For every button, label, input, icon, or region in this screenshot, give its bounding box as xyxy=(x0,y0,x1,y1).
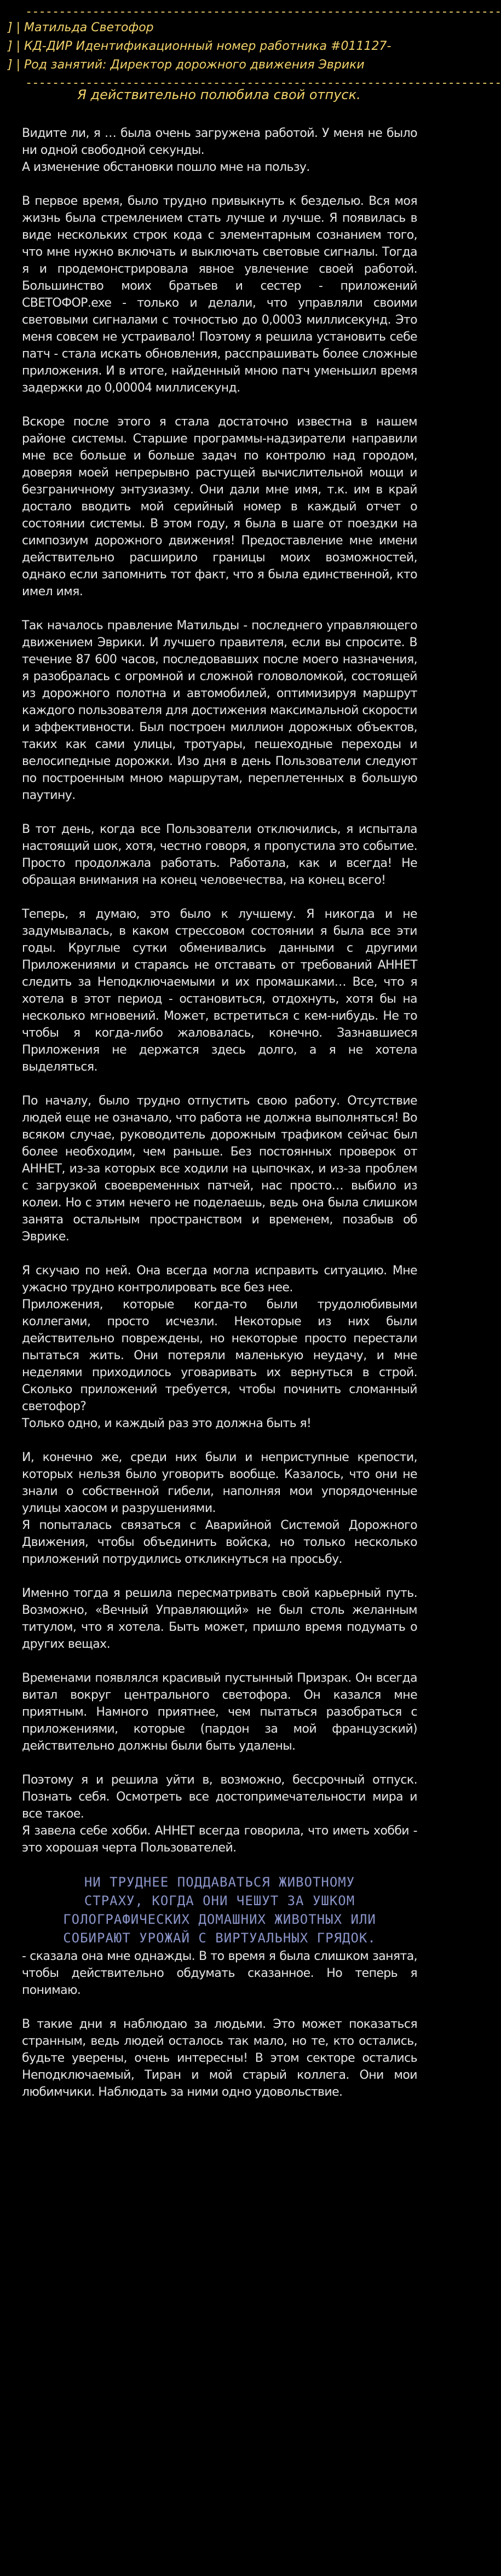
paragraph-4: Так началось правление Матильды - последнего управляющего движением Эврики. И лучшего правителя, если вы спросите. В течение 87 600 часов, последовавших после моего назначения, я разобралась с огромной и сложной головоломкой, состоящей из дорожного полотна и автомобилей, оптимизируя маршрут каждого пользователя для достижения максимальной скорости и эффективности. Был построен миллион дорожных объектов, таких как сами улицы, тротуары, пешеходные переходы и велосипедные дорожки. Изо дня в день Пользователи следуют по построенным мною маршрутам, переплетенных в большую паутину. xyxy=(22,619,417,802)
paragraph-5: В тот день, когда все Пользователи отключились, я испытала настоящий шок, хотя, честно говоря, я пропустила это событие. Просто продолжала работать. Работала, как и всегда! Не обращая внимания на конец человечества, на конец всего! xyxy=(22,823,417,887)
quote-line-4: СОБИРАЮТ УРОЖАЙ С ВИРТУАЛЬНЫХ ГРЯДОК. xyxy=(63,1930,376,1946)
paragraph-2: В первое время, было трудно привыкнуть к безделью. Вся моя жизнь была стремлением стать лучше и лучше. Я появилась в виде нескольких строк кода с элементарным сознанием того, что мне нужно включать и выключать световые сигналы. Тогда я и продемонстрировала явное увлечение своей работой. Большинство моих братьев и сестер - приложений СВЕТОФОР.exe - только и делали, что управляли своими световыми сигналами с точностью до 0,0003 миллисекунд. Это меня совсем не устраивало! Поэтому я решила установить себе патч - стала искать обновления, расспрашивать более сложные приложения. И в итоге, найденный мною патч уменьшил время задержки до 0,00004 миллисекунд. xyxy=(22,194,417,395)
header-bottom-divider: ----------------------------------------------------------------------- xyxy=(25,76,501,90)
header-name-line: ] | Матильда Светофор xyxy=(8,21,154,34)
quote-line-2: СТРАХУ, КОГДА ОНИ ЧЕШУТ ЗА УШКОМ xyxy=(84,1893,355,1908)
header-occupation-line: ] | Род занятий: Директор дорожного движения Эврики xyxy=(8,58,365,72)
paragraph-11: Временами появлялся красивый пустынный Призрак. Он всегда витал вокруг центрального светофора. Он казался мне приятным. Намного приятнее, чем пытаться разобраться с приложениями, которые (пардон за мой французский) действительно должны были быть удалены. xyxy=(22,1671,417,1753)
story-content xyxy=(22,125,417,2118)
character-header xyxy=(8,5,501,90)
paragraph-8: Я скучаю по ней. Она всегда могла исправить ситуацию. Мне ужасно трудно контролировать все без нее. Приложения, которые когда-то были трудолюбивыми коллегами, просто исчезли. Некоторые из них были действительно повреждены, но некоторые просто перестали пытаться жить. Они потеряли маленькую неудачу, и мне неделями приходилось уговаривать их вернуться в строй. Сколько приложений требуется, чтобы починить сломанный светофор? Только одно, и каждый раз это должна быть я! xyxy=(22,1264,417,1430)
paragraph-12: Поэтому я и решила уйти в, возможно, бессрочный отпуск. Познать себя. Осмотреть все достопримечательности мира и все такое. Я завела себе хобби. АННЕТ всегда говорила, что иметь хобби - это хорошая черта Пользователей. xyxy=(22,1773,417,1855)
header-top-divider: ----------------------------------------------------------------------- xyxy=(25,5,501,19)
paragraph-after-quote: - сказала она мне однажды. В то время я была слишком занята, чтобы действительно обдумать сказанное. Но теперь я понимаю. xyxy=(22,1950,417,1997)
quote-line-3: ГОЛОГРАФИЧЕСКИХ ДОМАШНИХ ЖИВОТНЫХ ИЛИ xyxy=(63,1912,376,1927)
paragraph-7: По началу, было трудно отпустить свою работу. Отсутствие людей еще не означало, что работа не должна выполняться! Во всяком случае, руководитель дорожным трафиком сейчас был более необходим, чем раньше. Без постоянных проверок от АННЕТ, из-за которых все ходили на цыпочках, и из-за проблем с загрузкой своевременных патчей, нас просто… выбило из колеи. Но с этим нечего не поделаешь, ведь она была слишком занята остальным пространством и временем, позабыв об Эврике. xyxy=(22,1094,417,1244)
annet-quote xyxy=(22,1873,417,1947)
header-id-line: ] | КД-ДИР Идентификационный номер работника #011127- xyxy=(8,39,391,53)
quote-line-1: НИ ТРУДНЕЕ ПОДДАВАТЬСЯ ЖИВОТНОМУ xyxy=(84,1875,355,1890)
page-title: Я действительно полюбила свой отпуск. xyxy=(77,87,361,102)
paragraph-6: Теперь, я думаю, это было к лучшему. Я никогда и не задумывалась, в каком стрессовом состоянии я была все эти годы. Круглые сутки обменивались данными с другими Приложениями и стараясь не отставать от требований АННЕТ следить за Неподключаемыми и их промашками… Все, что я хотела в этот период - остановиться, отдохнуть, хотя бы на несколько мгновений. Может, встретиться с кем-нибудь. Не то чтобы я когда-либо жаловалась, конечно. Зазнавшиеся Приложения не держатся здесь долго, а я не хотела выделяться. xyxy=(22,907,417,1074)
paragraph-1: Видите ли, я … была очень загружена работой. У меня не было ни одной свободной секунды. А изменение обстановки пошло мне на пользу. xyxy=(22,127,417,174)
paragraph-3: Вскоре после этого я стала достаточно известна в нашем районе системы. Старшие программы-надзиратели направили мне все больше и больше задач по контролю над городом, доверяя моей непрерывно растущей вычислительной мощи и безграничному энтузиазму. Они дали мне имя, т.к. им в край достало вводить мой серийный номер в каждый отчет о состоянии системы. В этом году, я была в шаге от поездки на симпозиум дорожного движения! Предоставление мне имени действительно расширило границы моих возможностей, однако если запомнить тот факт, что я была единственной, кто имел имя. xyxy=(22,415,417,599)
paragraph-final: В такие дни я наблюдаю за людьми. Это может показаться странным, ведь людей осталось так мало, но те, кто остались, будьте уверены, очень интересны! В этом секторе остались Неподключаемый, Тиран и мой старый коллега. Они мои любимчики. Наблюдать за ними одно удовольствие. xyxy=(22,2017,417,2099)
paragraph-10: Именно тогда я решила пересматривать свой карьерный путь. Возможно, «Вечный Управляющий» не был столь желанным титулом, что я хотела. Быть может, пришло время подумать о других вещах. xyxy=(22,1586,417,1651)
paragraph-9: И, конечно же, среди них были и неприступные крепости, которых нельзя было уговорить вообще. Казалось, что они не знали о собственной гибели, наполняя мои упорядоченные улицы хаосом и разрушениями. Я попыталась связаться с Аварийной Системой Дорожного Движения, чтобы объединить войска, но только несколько приложений потрудились откликнуться на просьбу. xyxy=(22,1451,417,1566)
